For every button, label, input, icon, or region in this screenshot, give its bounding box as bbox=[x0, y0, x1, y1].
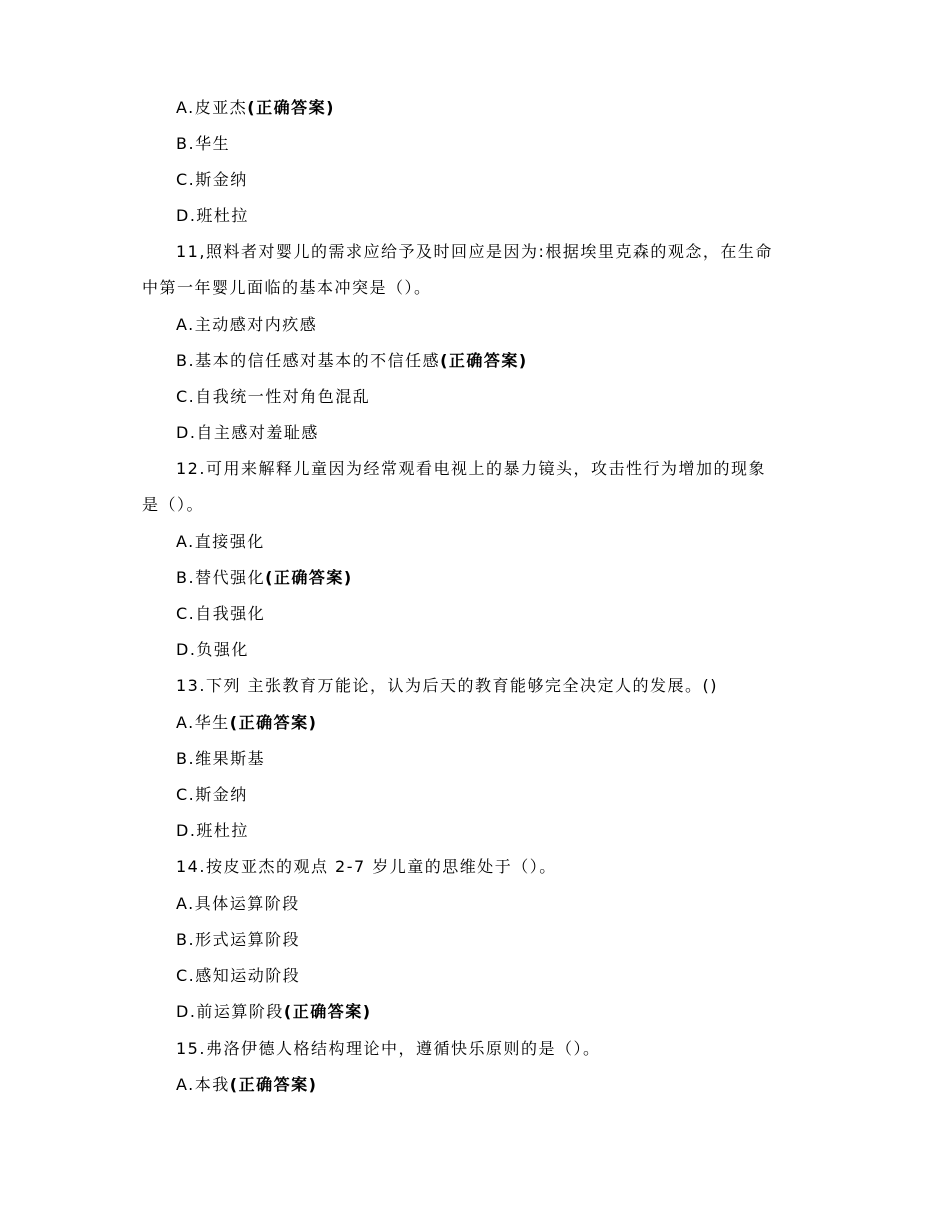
q14-option-a bbox=[176, 893, 300, 915]
option-text: A.皮亚杰 bbox=[176, 98, 248, 117]
q15-option-a bbox=[176, 1074, 317, 1096]
q13-option-c bbox=[176, 784, 248, 806]
option-text: B.基本的信任感对基本的不信任感 bbox=[176, 351, 441, 370]
option-text: C.自我强化 bbox=[176, 604, 266, 623]
q14-option-c bbox=[176, 965, 300, 987]
option-text: A.主动感对内疚感 bbox=[176, 315, 318, 334]
correct-answer-mark: (正确答案) bbox=[229, 713, 318, 732]
q11-stem-line2: 中第一年婴儿面临的基本冲突是（）。 bbox=[142, 278, 432, 297]
option-text: A.本我 bbox=[176, 1075, 230, 1094]
q14-option-d bbox=[176, 1001, 372, 1023]
q12-option-b bbox=[176, 567, 353, 589]
option-text: C.斯金纳 bbox=[176, 170, 248, 189]
q13-option-a bbox=[176, 712, 317, 734]
q10-option-d bbox=[176, 205, 249, 227]
option-text: B.华生 bbox=[176, 134, 231, 153]
q13-stem-line1: 13.下列 主张教育万能论，认为后天的教育能够完全决定人的发展。() bbox=[176, 676, 719, 695]
option-text: D.负强化 bbox=[176, 640, 249, 659]
option-text: C.感知运动阶段 bbox=[176, 966, 301, 985]
option-text: B.替代强化 bbox=[176, 568, 266, 587]
option-text: D.班杜拉 bbox=[176, 821, 249, 840]
correct-answer-mark: (正确答案) bbox=[265, 568, 353, 587]
q14-stem-line1: 14.按皮亚杰的观点 2-7 岁儿童的思维处于（）。 bbox=[176, 857, 557, 876]
q10-option-b bbox=[176, 133, 230, 155]
q15-stem-line1: 15.弗洛伊德人格结构理论中，遵循快乐原则的是（）。 bbox=[176, 1039, 601, 1058]
option-text: B.维果斯基 bbox=[176, 749, 266, 768]
correct-answer-mark: (正确答案) bbox=[283, 1002, 372, 1021]
q12-stem-line2: 是（）。 bbox=[142, 495, 205, 514]
q11-option-c bbox=[176, 386, 370, 408]
q11-option-a bbox=[176, 314, 317, 336]
q12-option-d bbox=[176, 639, 249, 661]
q14-option-b bbox=[176, 929, 300, 951]
q11-option-d bbox=[176, 422, 319, 444]
option-text: A.直接强化 bbox=[176, 532, 265, 551]
q13-option-b bbox=[176, 748, 265, 770]
option-text: A.具体运算阶段 bbox=[176, 894, 300, 913]
option-text: B.形式运算阶段 bbox=[176, 930, 301, 949]
q11-stem-line1: 11,照料者对婴儿的需求应给予及时回应是因为:根据埃里克森的观念，在生命 bbox=[176, 242, 773, 261]
q10-option-a bbox=[176, 97, 335, 119]
correct-answer-mark: (正确答案) bbox=[229, 1075, 318, 1094]
q12-option-a bbox=[176, 531, 265, 553]
option-text: D.前运算阶段 bbox=[176, 1002, 284, 1021]
q12-option-c bbox=[176, 603, 265, 625]
option-text: C.自我统一性对角色混乱 bbox=[176, 387, 371, 406]
option-text: C.斯金纳 bbox=[176, 785, 248, 804]
option-text: D.班杜拉 bbox=[176, 206, 249, 225]
q10-option-c bbox=[176, 169, 248, 191]
q12-stem-line1: 12.可用来解释儿童因为经常观看电视上的暴力镜头，攻击性行为增加的现象 bbox=[176, 459, 766, 478]
correct-answer-mark: (正确答案) bbox=[440, 351, 528, 370]
q11-option-b bbox=[176, 350, 528, 372]
option-text: D.自主感对羞耻感 bbox=[176, 423, 319, 442]
q13-option-d bbox=[176, 820, 249, 842]
option-text: A.华生 bbox=[176, 713, 230, 732]
correct-answer-mark: (正确答案) bbox=[247, 98, 335, 117]
